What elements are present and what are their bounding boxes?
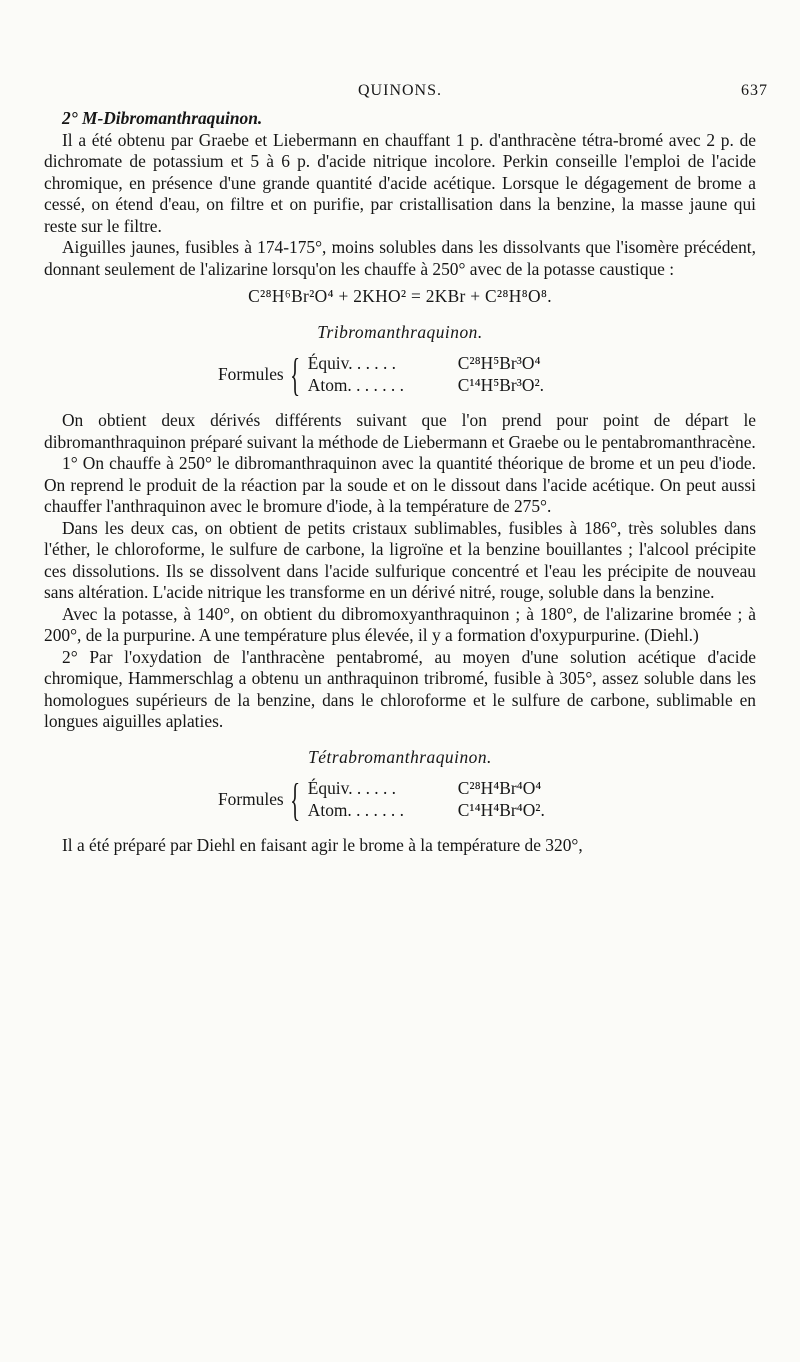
section-title-tribromanthraquinon: Tribromanthraquinon. [317,321,483,342]
formula-row-equiv [308,778,545,800]
running-title: QUINONS. [358,82,442,99]
formula-row-equiv [308,353,544,375]
paragraph: 2° Par l'oxydation de l'anthracène pentabromé, au moyen d'une solution acétique d'acide chromique, Hammerschlag a obtenu un anthraquinon tribromé, fusible à 305°, assez soluble dans les homologues supérieurs de la benzine, dans le chloroforme et le sulfure de carbone, sublimable en longues aiguilles aplaties. [44,646,756,731]
formula-label: Équiv. . . . . . [307,778,397,798]
formula-label: Atom. . . . . . . [307,799,404,820]
formulas-label: Formules [218,788,284,809]
section-title-tetrabromanthraquinon: Tétrabromanthraquinon. [308,746,492,767]
running-header [0,82,800,106]
paragraph: Dans les deux cas, on obtient de petits cristaux sublimables, fusibles à 186°, très solubles dans l'éther, le chloroforme, le sulfure de carbone, la ligroïne et la benzine bouillantes ; l'alcool précipite ces dissolutions. Ils se dissolvent dans l'acide sulfurique concentré et l'eau les précipite de nouveau sans altération. L'acide nitrique les transforme en un dérivé nitré, rouge, soluble dans la benzine. [44,517,756,602]
chemical-equation: C²⁸H⁶Br²O⁴ + 2KHO² = 2KBr + C²⁸H⁸O⁸. [248,286,552,306]
formula-row-atom [308,375,544,397]
formula-value: C¹⁴H⁵Br³O². [457,374,545,395]
paragraph: 1° On chauffe à 250° le dibromanthraquinon avec la quantité théorique de brome et un peu d'iode. On reprend le produit de la réaction par la soude et on le dissout dans l'acide acétique. On peut aussi chauffer l'anthraquinon avec le bromure d'iode, à la température de 275°. [44,453,756,516]
brace-icon: { [289,773,300,825]
paragraph: Il a été obtenu par Graebe et Liebermann en chauffant 1 p. d'anthracène tétra-bromé avec 2 p. de dichromate de potassium et 5 à 6 p. d'acide nitrique incolore. Perkin conseille l'emploi de l'acide chromique, en présence d'une grande quantité d'acide acétique. Lorsque le dégagement de brome a cessé, on étend d'eau, on filtre et on purifie, par cristallisation dans la benzine, la masse jaune qui reste sur le filtre. [44,129,756,236]
page-body [44,108,756,857]
paragraph: Aiguilles jaunes, fusibles à 174-175°, moins solubles dans les dissolvants que l'isomère précédent, donnant seulement de l'alizarine lorsqu'on les chauffe à 250° avec de la potasse caustique : [44,237,756,279]
formula-label: Atom. . . . . . . [307,374,404,395]
page-number: 637 [741,82,768,99]
formula-row-atom [308,800,545,822]
formulas-label: Formules [218,363,284,384]
formula-block [218,773,756,825]
paragraph: Avec la potasse, à 140°, on obtient du dibromoxyanthraquinon ; à 180°, de l'alizarine bromée ; à 200°, de la purpurine. A une température plus élevée, il y a formation d'oxypurpurine. (Diehl.) [44,603,756,645]
paragraph: Il a été préparé par Diehl en faisant agir le brome à la température de 320°, [62,835,583,855]
formula-value: C²⁸H⁵Br³O⁴ [457,353,541,373]
formula-block [218,348,756,400]
brace-icon: { [289,348,300,400]
formula-value: C¹⁴H⁴Br⁴O². [457,799,545,820]
section-heading-dibromanthraquinon: 2° M-Dibromanthraquinon. [62,108,263,128]
paragraph: On obtient deux dérivés différents suivant que l'on prend pour point de départ le dibromanthraquinon préparé suivant la méthode de Liebermann et Graebe ou le pentabromanthracène. [44,410,756,452]
formula-value: C²⁸H⁴Br⁴O⁴ [457,778,542,798]
formula-label: Équiv. . . . . . [307,353,397,373]
